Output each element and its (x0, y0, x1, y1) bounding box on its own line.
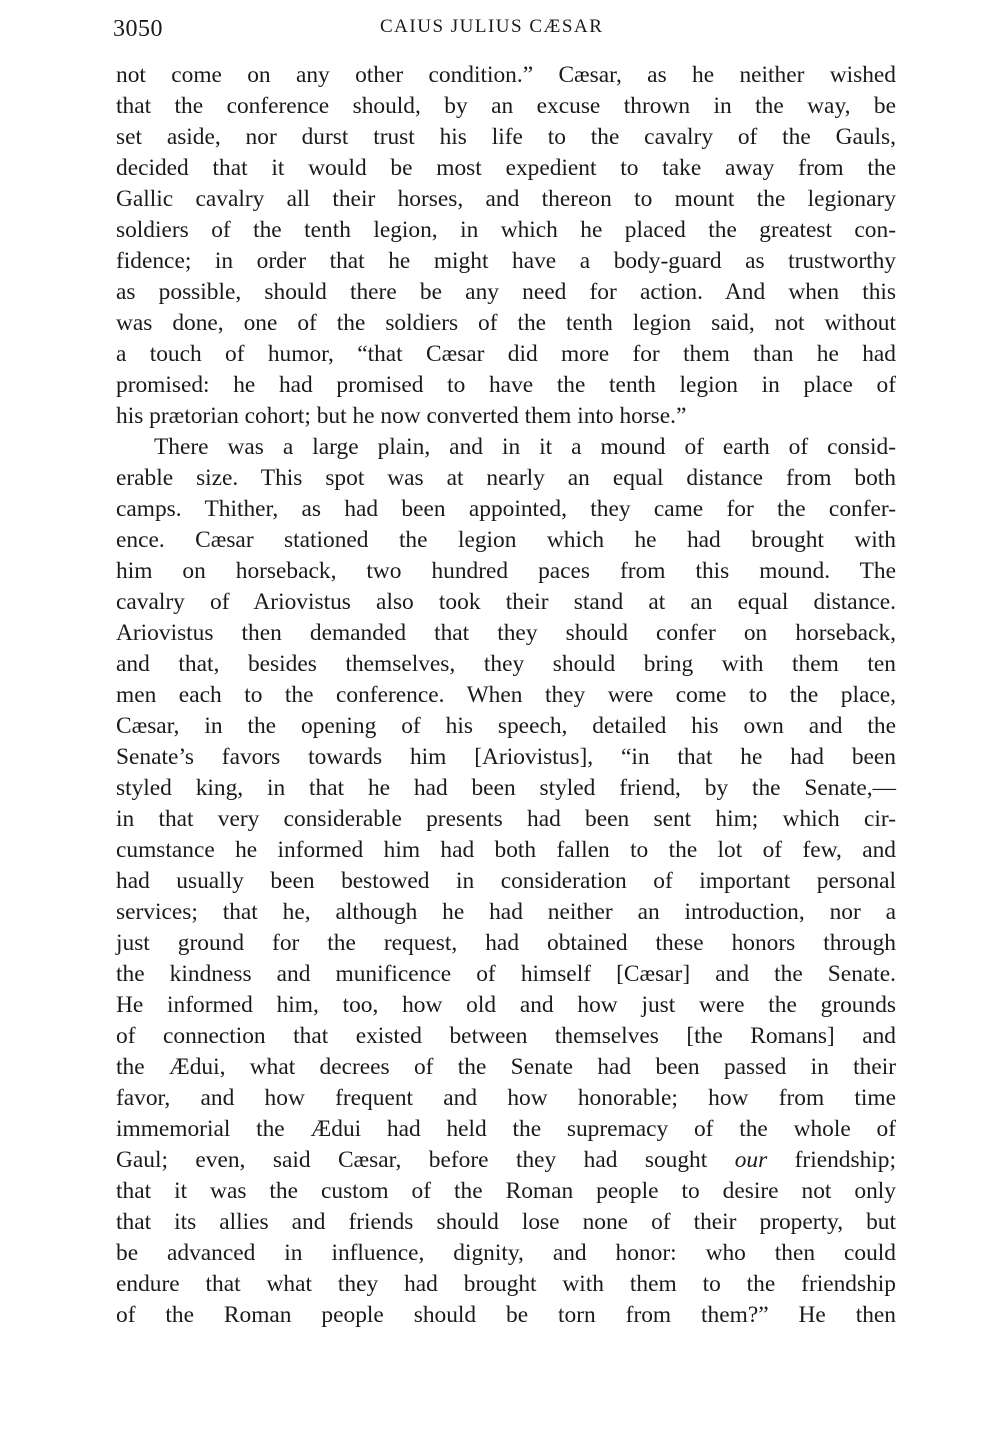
text-line: as possible, should there be any need for action. And when this (116, 279, 896, 305)
text-line: that its allies and friends should lose none of their property, but (116, 1209, 896, 1235)
text-line: just ground for the request, had obtained these honors through (116, 930, 896, 956)
text-line: of the Roman people should be torn from them?” He then (116, 1302, 896, 1328)
text-line: Cæsar, in the opening of his speech, detailed his own and the (116, 713, 896, 739)
text-line: erable size. This spot was at nearly an equal distance from both (116, 465, 896, 491)
text-line: endure that what they had brought with them to the friendship (116, 1271, 896, 1297)
text-line: Ariovistus then demanded that they should confer on horseback, (116, 620, 896, 646)
text-line: decided that it would be most expedient to take away from the (116, 155, 896, 181)
text-line-start: Gaul; even, said Cæsar, before they had sought (116, 1147, 708, 1173)
text-line: camps. Thither, as had been appointed, they came for the confer- (116, 496, 896, 522)
text-line: his prætorian cohort; but he now converted them into horse.” (116, 403, 687, 429)
text-line: that it was the custom of the Roman people to desire not only (116, 1178, 896, 1204)
text-line: He informed him, too, how old and how just were the grounds (116, 992, 896, 1018)
body-text (116, 60, 896, 1331)
text-line: promised: he had promised to have the tenth legion in place of (116, 372, 896, 398)
text-line: Gallic cavalry all their horses, and thereon to mount the legionary (116, 186, 896, 212)
text-line: cavalry of Ariovistus also took their stand at an equal distance. (116, 589, 896, 615)
text-line: the kindness and munificence of himself [Cæsar] and the Senate. (116, 961, 896, 987)
text-line: immemorial the Ædui had held the supremacy of the whole of (116, 1116, 896, 1142)
text-line: of connection that existed between themselves [the Romans] and (116, 1023, 896, 1049)
text-line: in that very considerable presents had been sent him; which cir- (116, 806, 896, 832)
italic-word: our (734, 1147, 768, 1173)
page-number: 3050 (113, 16, 163, 42)
text-line: a touch of humor, “that Cæsar did more for them than he had (116, 341, 896, 367)
text-line: him on horseback, two hundred paces from this mound. The (116, 558, 896, 584)
text-line: that the conference should, by an excuse thrown in the way, be (116, 93, 896, 119)
text-line: soldiers of the tenth legion, in which he placed the greatest con- (116, 217, 896, 243)
running-title: CAIUS JULIUS CÆSAR (380, 16, 604, 37)
text-line: styled king, in that he had been styled friend, by the Senate,— (116, 775, 896, 801)
text-line: the Ædui, what decrees of the Senate had been passed in their (116, 1054, 896, 1080)
text-line: was done, one of the soldiers of the tenth legion said, not without (116, 310, 896, 336)
text-line-end: friendship; (767, 1147, 896, 1173)
text-line-with-italic (116, 1145, 896, 1176)
text-line: be advanced in influence, dignity, and honor: who then could (116, 1240, 896, 1266)
text-line: services; that he, although he had neither an introduction, nor a (116, 899, 896, 925)
text-line: fidence; in order that he might have a body-guard as trustworthy (116, 248, 896, 274)
text-line: set aside, nor durst trust his life to the cavalry of the Gauls, (116, 124, 896, 150)
text-line: and that, besides themselves, they should bring with them ten (116, 651, 896, 677)
text-line: ence. Cæsar stationed the legion which he had brought with (116, 527, 896, 553)
text-line: Senate’s favors towards him [Ariovistus], “in that he had been (116, 744, 896, 770)
text-line: favor, and how frequent and how honorable; how from time (116, 1085, 896, 1111)
text-line: had usually been bestowed in consideration of important personal (116, 868, 896, 894)
text-line: men each to the conference. When they were come to the place, (116, 682, 896, 708)
text-line: cumstance he informed him had both fallen to the lot of few, and (116, 837, 896, 863)
paragraph-start-line: There was a large plain, and in it a mound of earth of consid- (154, 434, 896, 460)
text-line: not come on any other condition.” Cæsar, as he neither wished (116, 62, 896, 88)
